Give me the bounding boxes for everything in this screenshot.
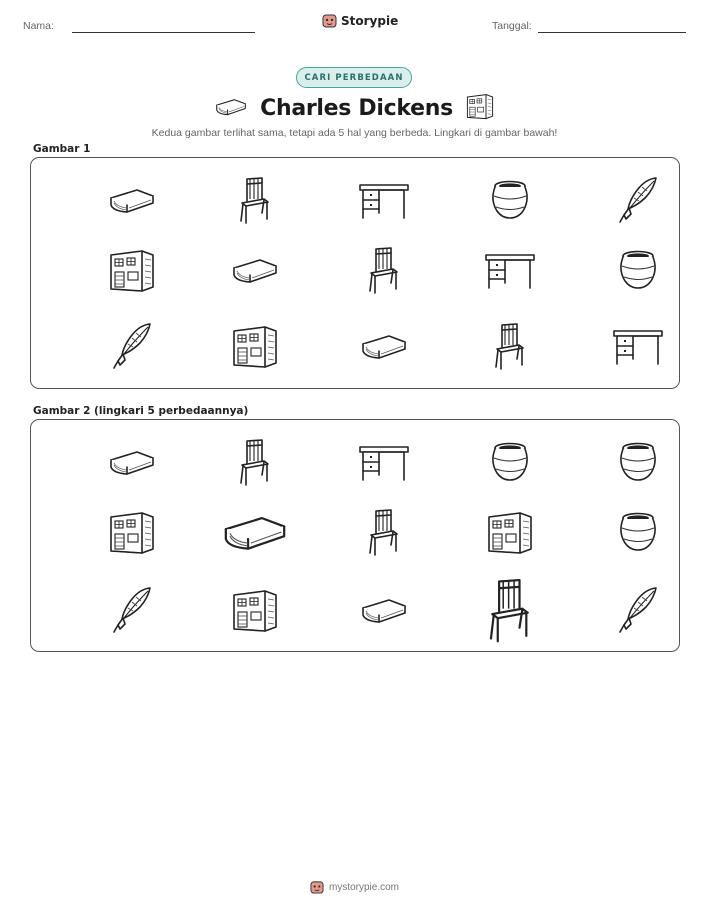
name-label: Nama:	[23, 20, 54, 32]
quill-icon	[603, 170, 673, 230]
brand-logo	[322, 13, 398, 28]
brand-name: Storypie	[341, 13, 399, 28]
page-title: Charles Dickens	[260, 95, 453, 121]
quill-icon[interactable]	[97, 580, 167, 640]
building-icon	[220, 316, 290, 376]
building-icon[interactable]	[220, 580, 290, 640]
book-icon[interactable]	[97, 432, 167, 492]
desk-icon[interactable]	[349, 432, 419, 492]
date-label: Tanggal:	[492, 20, 532, 32]
building-icon[interactable]	[97, 502, 167, 562]
pot-icon[interactable]	[475, 432, 545, 492]
footer-url: mystorypie.com	[328, 881, 399, 893]
chair-icon[interactable]	[349, 502, 419, 562]
chair-icon[interactable]	[475, 580, 545, 640]
building-icon	[97, 240, 167, 300]
section-label-gambar-2: Gambar 2 (lingkari 5 perbedaannya)	[33, 405, 249, 417]
picture-panel-1	[30, 157, 680, 389]
footer	[0, 880, 709, 894]
title-row	[0, 92, 709, 124]
instructions: Kedua gambar terlihat sama, tetapi ada 5 hal yang berbeda. Lingkari di gambar bawah!	[151, 127, 558, 139]
quill-icon[interactable]	[603, 580, 673, 640]
chair-icon[interactable]	[220, 432, 290, 492]
section-label-gambar-1: Gambar 1	[33, 143, 91, 155]
book-icon	[349, 316, 419, 376]
category-badge: CARI PERBEDAAN	[296, 67, 412, 88]
picture-panel-2[interactable]	[30, 419, 680, 652]
building-icon	[465, 91, 495, 125]
name-field[interactable]	[72, 32, 255, 33]
book-icon	[220, 240, 290, 300]
book-icon[interactable]	[220, 502, 290, 562]
chair-icon	[475, 316, 545, 376]
pot-icon	[603, 240, 673, 300]
book-icon[interactable]	[349, 580, 419, 640]
book-icon	[97, 170, 167, 230]
chair-icon	[220, 170, 290, 230]
pot-icon[interactable]	[603, 432, 673, 492]
date-field[interactable]	[538, 32, 686, 33]
quill-icon	[97, 316, 167, 376]
building-icon[interactable]	[475, 502, 545, 562]
pot-icon[interactable]	[603, 502, 673, 562]
pot-icon	[475, 170, 545, 230]
desk-icon	[603, 316, 673, 376]
storypie-mascot-icon	[310, 880, 324, 894]
storypie-mascot-icon	[322, 13, 337, 28]
book-icon	[214, 94, 248, 123]
chair-icon	[349, 240, 419, 300]
desk-icon	[475, 240, 545, 300]
desk-icon	[349, 170, 419, 230]
